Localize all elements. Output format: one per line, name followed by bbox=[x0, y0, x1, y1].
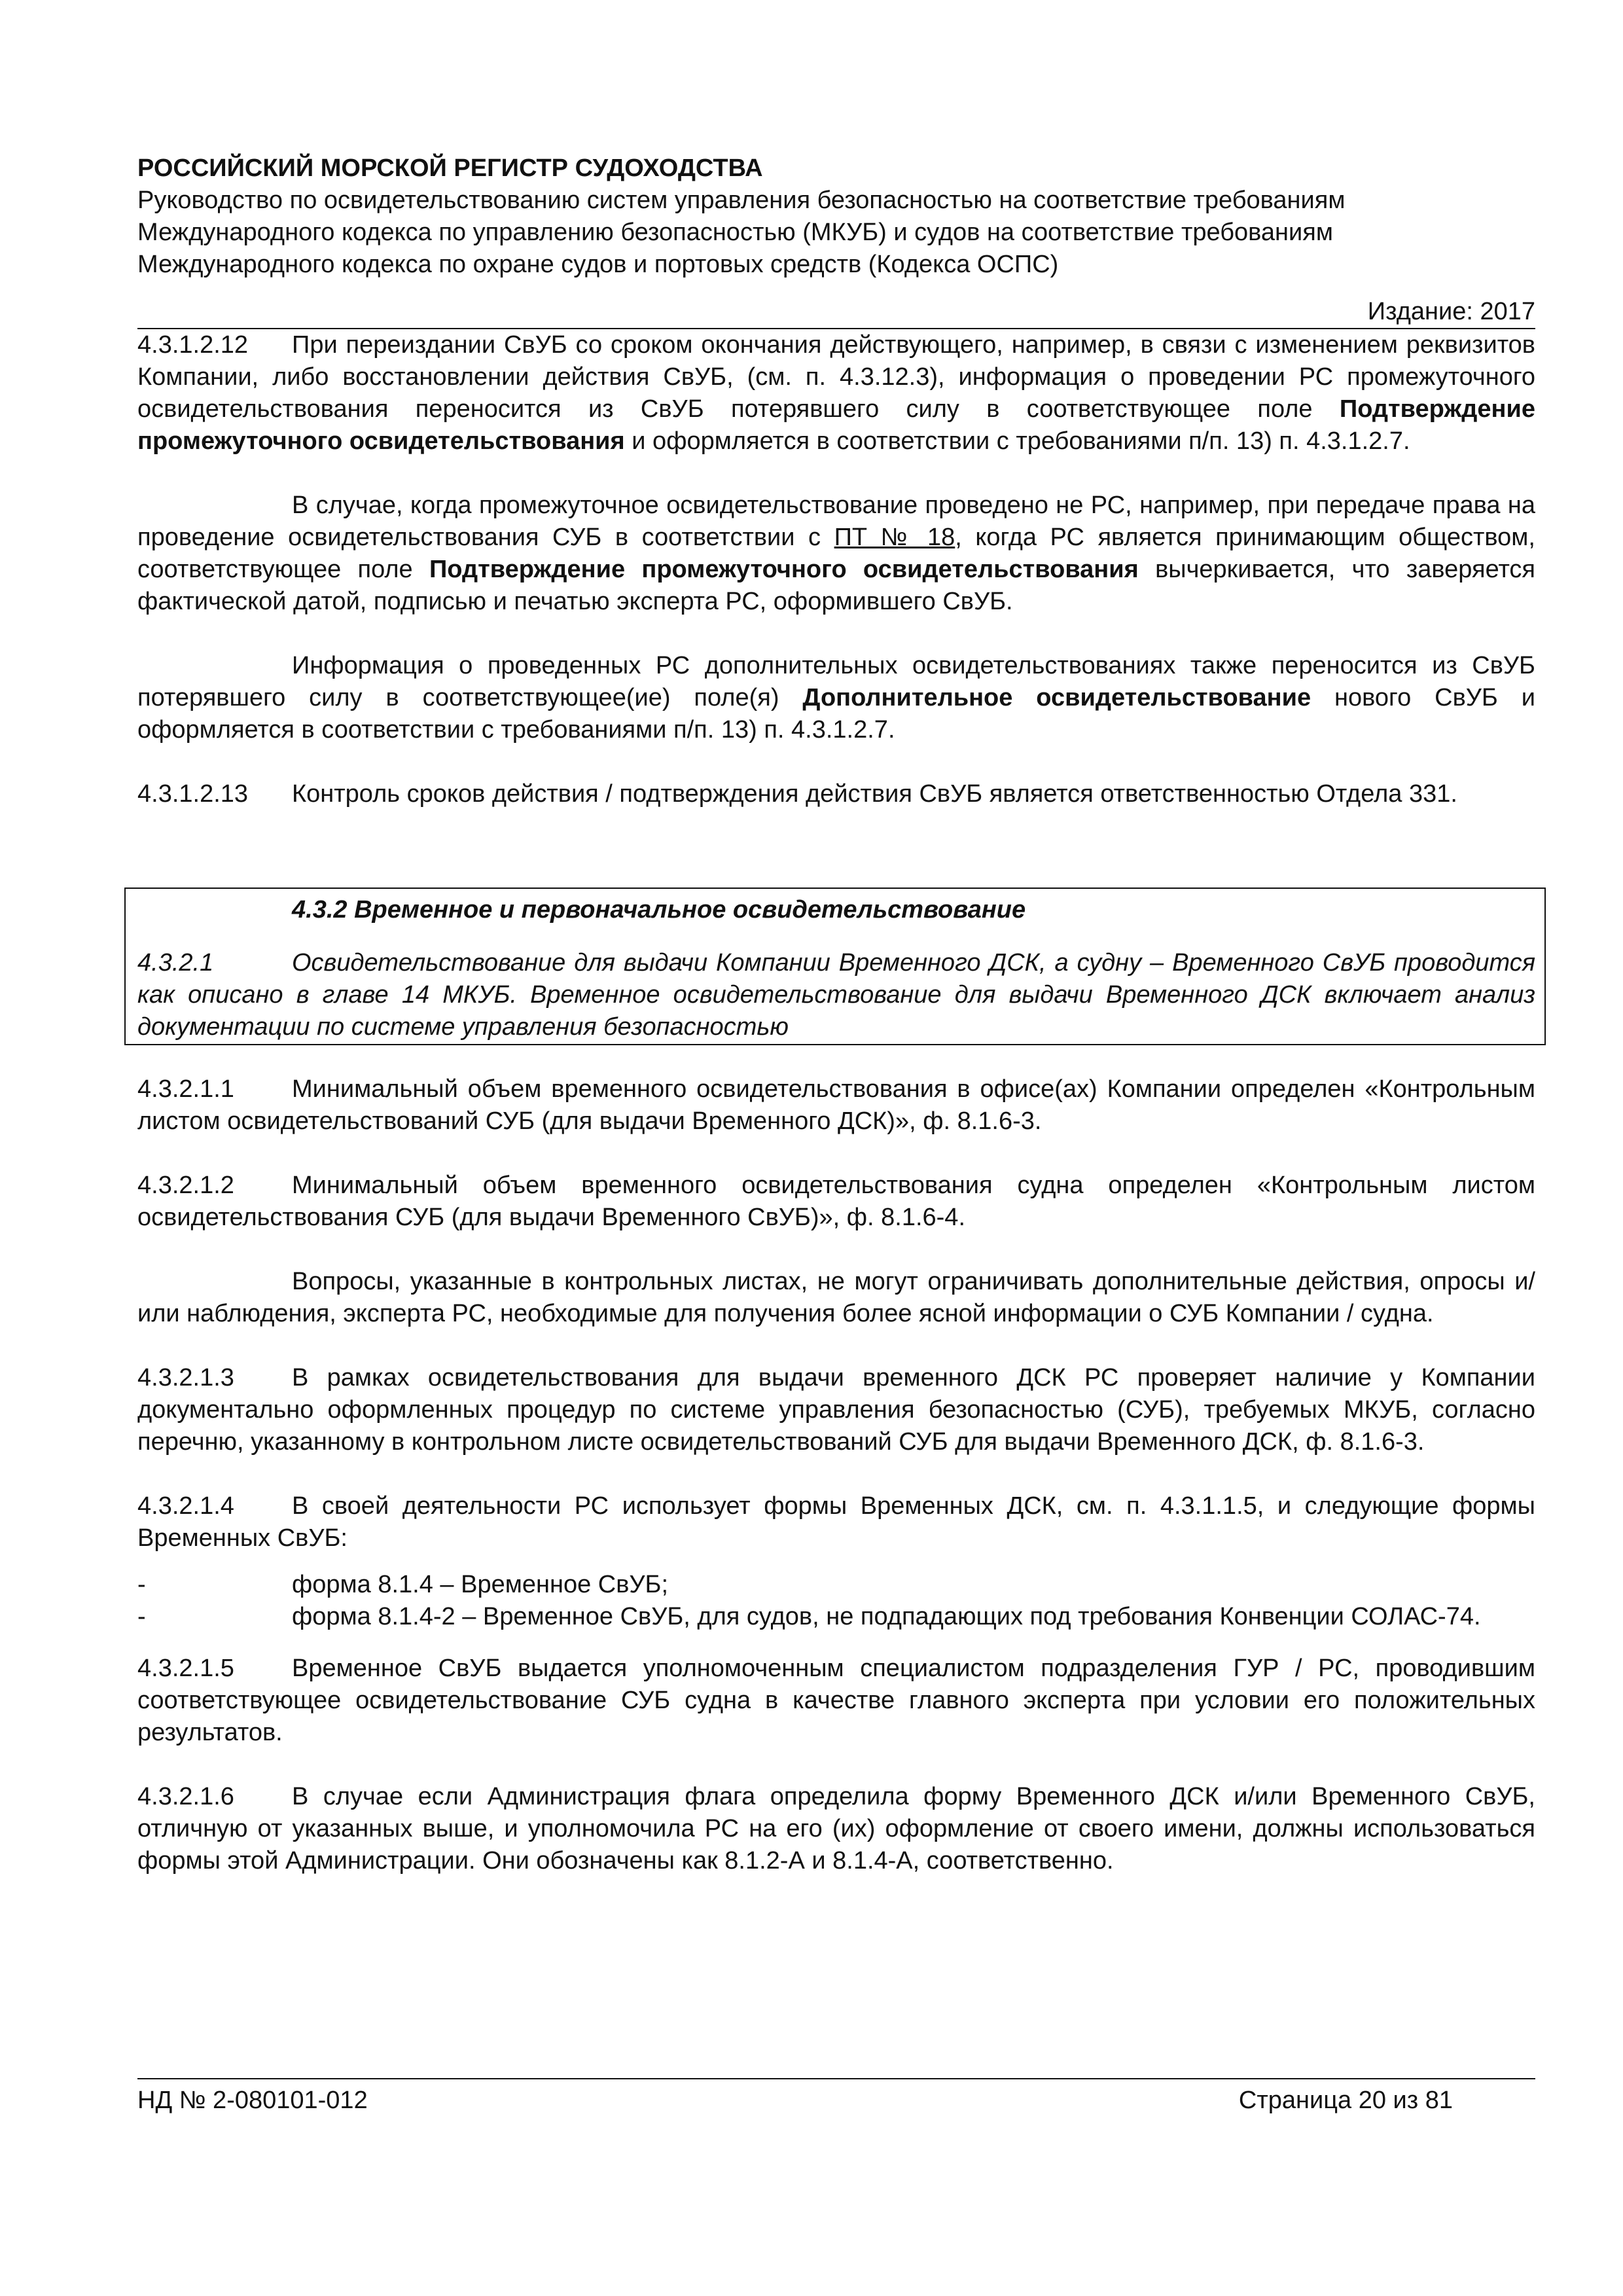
list-item bbox=[137, 1569, 1535, 1601]
list-item-text: форма 8.1.4 – Временное СвУБ; bbox=[292, 1571, 669, 1598]
clause-number: 4.3.1.2.13 bbox=[137, 780, 249, 808]
organization-name: РОССИЙСКИЙ МОРСКОЙ РЕГИСТР СУДОХОДСТВА bbox=[137, 154, 763, 182]
paragraph-text: Информация о проведенных РС дополнительных освидетельствованиях также переносится из СвУБ потерявшего силу в соответствующее(ие) поле(я) bbox=[137, 652, 1535, 711]
paragraph-text: Освидетельствование для выдачи Компании Временного ДСК, а судну – Временного СвУБ проводится как описано в главе 14 МКУБ. Временное освидетельствование для выдачи Временного ДСК включает анализ документации по системе управления безопасностью bbox=[137, 949, 1535, 1041]
footer-divider bbox=[137, 2078, 1535, 2079]
clause-number: 4.3.2.1.3 bbox=[137, 1364, 234, 1391]
paragraph-additional-surveys bbox=[137, 650, 1535, 746]
paragraph-4-3-2-1-3 bbox=[137, 1362, 1535, 1458]
body-upper bbox=[137, 329, 1535, 810]
forms-list bbox=[137, 1569, 1535, 1633]
list-item bbox=[137, 1601, 1535, 1633]
paragraph-checklist-questions bbox=[137, 1266, 1535, 1330]
header-subtitle-line: Руководство по освидетельствованию систем управления безопасностью на соответствие требованиям bbox=[137, 187, 1346, 214]
paragraph-4-3-2-1-6 bbox=[137, 1781, 1535, 1877]
paragraph-text: Вопросы, указанные в контрольных листах, не могут ограничивать дополнительные действия, опросы и/или наблюдения, эксперта РС, необходимые для получения более ясной информации о СУБ Компании / судна. bbox=[137, 1268, 1535, 1327]
body-lower bbox=[137, 1073, 1535, 1877]
paragraph-4-3-2-1-1 bbox=[137, 1073, 1535, 1138]
paragraph-text: В случае, когда промежуточное освидетельствование проведено не РС, например, при передаче права на проведение освидетельствования СУБ в соответствии с bbox=[137, 492, 1535, 551]
header-subtitle-line: Международного кодекса по управлению безопасностью (МКУБ) и судов на соответствие требованиям bbox=[137, 219, 1333, 246]
list-bullet: - bbox=[137, 1603, 146, 1630]
list-item-text: форма 8.1.4-2 – Временное СвУБ, для судов, не подпадающих под требования Конвенции СОЛАС-74. bbox=[292, 1603, 1481, 1630]
paragraph-text: Временное СвУБ выдается уполномоченным специалистом подразделения ГУР / РС, проводившим соответствующее освидетельствование СУБ судна в качестве главного эксперта при условии его положительных результатов. bbox=[137, 1655, 1535, 1746]
paragraph-text: и оформляется в соответствии с требованиями п/п. 13) п. 4.3.1.2.7. bbox=[624, 427, 1410, 455]
clause-number: 4.3.1.2.12 bbox=[137, 331, 249, 359]
section-4-3-2-box bbox=[124, 888, 1546, 1045]
paragraph-text: В случае если Администрация флага определила форму Временного ДСК и/или Временного СвУБ, отличную от указанных выше, и уполномочила РС на его (их) оформление от своего имени, должны использоваться формы этой Администрации. Они обозначены как 8.1.2-А и 8.1.4-А, соответственно. bbox=[137, 1783, 1535, 1874]
clause-number: 4.3.2.1.1 bbox=[137, 1075, 234, 1103]
paragraph-text: Минимальный объем временного освидетельствования судна определен «Контрольным листом освидетельствования СУБ (для выдачи Временного СвУБ)», ф. 8.1.6-4. bbox=[137, 1172, 1535, 1231]
clause-number: 4.3.2.1.6 bbox=[137, 1783, 234, 1810]
document-number: НД № 2-080101-012 bbox=[137, 2087, 368, 2114]
section-title: 4.3.2 Временное и первоначальное освидетельствование bbox=[292, 896, 1026, 924]
clause-number: 4.3.2.1.4 bbox=[137, 1492, 234, 1520]
paragraph-4-3-2-1-2 bbox=[137, 1170, 1535, 1234]
edition-label: Издание: 2017 bbox=[1367, 298, 1535, 325]
paragraph-text: Минимальный объем временного освидетельствования в офисе(ах) Компании определен «Контрольным листом освидетельствований СУБ (для выдачи Временного ДСК)», ф. 8.1.6-3. bbox=[137, 1075, 1535, 1135]
paragraph-interim-not-rs bbox=[137, 490, 1535, 618]
field-name-bold: Подтверждение промежуточного освидетельствования bbox=[429, 556, 1139, 583]
paragraph-4-3-1-2-12 bbox=[137, 329, 1535, 457]
list-bullet: - bbox=[137, 1571, 146, 1598]
paragraph-text: При переиздании СвУБ со сроком окончания действующего, например, в связи с изменением реквизитов Компании, либо восстановлении действия СвУБ, (см. п. 4.3.12.3), информация о проведении РС промежуточного освидетельствования переносится из СвУБ потерявшего силу в соответствующее поле bbox=[137, 331, 1535, 423]
paragraph-text: Контроль сроков действия / подтверждения действия СвУБ является ответственностью Отдела 331. bbox=[292, 780, 1457, 808]
field-name-bold: Подтверждение промежуточного освидетельствования bbox=[137, 395, 1535, 455]
pt-18-link[interactable]: ПТ № 18 bbox=[834, 524, 955, 551]
paragraph-4-3-2-1 bbox=[137, 947, 1535, 1043]
document-header bbox=[137, 152, 1535, 281]
clause-number: 4.3.2.1 bbox=[137, 949, 214, 977]
header-subtitle-line: Международного кодекса по охране судов и портовых средств (Кодекса ОСПС) bbox=[137, 251, 1059, 278]
paragraph-text: нового СвУБ и оформляется в соответствии с требованиями п/п. 13) п. 4.3.1.2.7. bbox=[137, 684, 1535, 744]
clause-number: 4.3.2.1.5 bbox=[137, 1655, 234, 1682]
paragraph-text: В своей деятельности РС использует формы Временных ДСК, см. п. 4.3.1.1.5, и следующие формы Временных СвУБ: bbox=[137, 1492, 1535, 1552]
page-number: Страница 20 из 81 bbox=[1238, 2087, 1453, 2114]
paragraph-4-3-1-2-13 bbox=[137, 778, 1535, 810]
paragraph-text: , когда РС является принимающим обществом, соответствующее поле bbox=[137, 524, 1535, 583]
paragraph-text: В рамках освидетельствования для выдачи временного ДСК РС проверяет наличие у Компании документально оформленных процедур по системе управления безопасностью (СУБ), требуемых МКУБ, согласно перечню, указанному в контрольном листе освидетельствований СУБ для выдачи Временного ДСК, ф. 8.1.6-3. bbox=[137, 1364, 1535, 1456]
paragraph-4-3-2-1-5 bbox=[137, 1653, 1535, 1749]
paragraph-text: вычеркивается, что заверяется фактической датой, подписью и печатью эксперта РС, оформившего СвУБ. bbox=[137, 556, 1535, 615]
paragraph-4-3-2-1-4 bbox=[137, 1490, 1535, 1554]
field-name-bold: Дополнительное освидетельствование bbox=[802, 684, 1311, 711]
clause-number: 4.3.2.1.2 bbox=[137, 1172, 234, 1199]
